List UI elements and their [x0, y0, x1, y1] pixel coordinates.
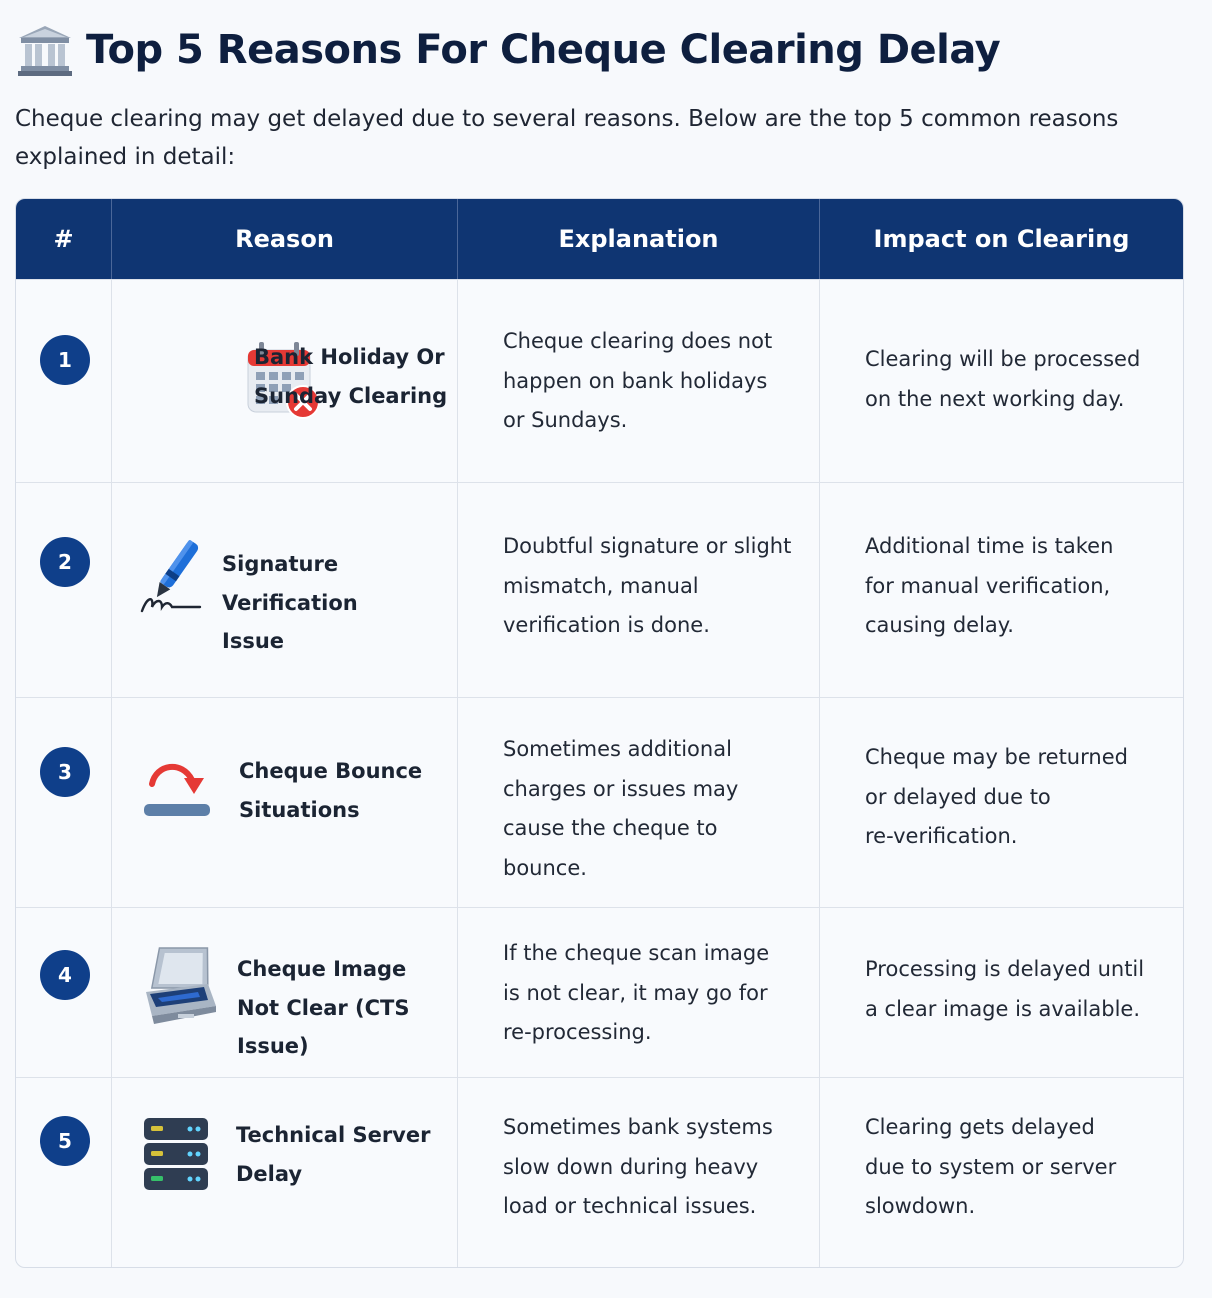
row-number-badge: 3: [40, 747, 90, 797]
table-row: [16, 279, 1183, 482]
impact-text: Processing is delayed until a clear image is available.: [865, 957, 1145, 1021]
row-number-badge: 1: [40, 335, 90, 385]
explanation-text: Doubtful signature or slight mismatch, manual verification is done.: [503, 534, 792, 637]
table-header: [16, 199, 1183, 279]
reason-text: Cheque Image Not Clear (CTS Issue): [237, 957, 410, 1058]
table-row: [16, 907, 1183, 1077]
explanation-text: Sometimes additional charges or issues may cause the cheque to bounce.: [503, 737, 739, 880]
table-row: [16, 697, 1183, 907]
explanation-text: If the cheque scan image is not clear, it may go for re-processing.: [503, 941, 770, 1044]
row-number-badge: 5: [40, 1116, 90, 1166]
explanation-text: Sometimes bank systems slow down during heavy load or technical issues.: [503, 1115, 773, 1218]
pen-signature-icon: [138, 535, 204, 615]
impact-text: Cheque may be returned or delayed due to re-verification.: [865, 745, 1128, 848]
server-icon: [142, 1116, 210, 1192]
reason-text: Signature Verification Issue: [222, 552, 358, 653]
bounce-arrow-icon: [142, 756, 212, 820]
header-explanation: Explanation: [458, 199, 820, 279]
reasons-table: [15, 198, 1184, 1268]
table-row: [16, 1077, 1183, 1268]
page-title: Top 5 Reasons For Cheque Clearing Delay: [86, 27, 1001, 73]
impact-text: Clearing will be processed on the next working day.: [865, 347, 1141, 411]
row-number-badge: 4: [40, 950, 90, 1000]
impact-text: Clearing gets delayed due to system or server slowdown.: [865, 1115, 1117, 1218]
reason-text: Cheque Bounce Situations: [239, 759, 423, 822]
intro-paragraph: Cheque clearing may get delayed due to several reasons. Below are the top 5 common reasons explained in detail:: [15, 106, 1119, 170]
explanation-text: Cheque clearing does not happen on bank holidays or Sundays.: [503, 329, 773, 432]
table-row: [16, 482, 1183, 697]
header-number: #: [16, 199, 112, 279]
reason-text: Technical Server Delay: [236, 1123, 431, 1186]
header-impact: Impact on Clearing: [873, 225, 1130, 253]
bank-building-icon: [16, 23, 74, 77]
scanner-icon: [138, 944, 218, 1026]
header-reason: Reason: [112, 199, 458, 279]
title-row: [16, 20, 1000, 80]
impact-text: Additional time is taken for manual verification, causing delay.: [865, 534, 1114, 637]
reason-text: Bank Holiday Or Sunday Clearing: [254, 345, 448, 408]
row-number-badge: 2: [40, 537, 90, 587]
